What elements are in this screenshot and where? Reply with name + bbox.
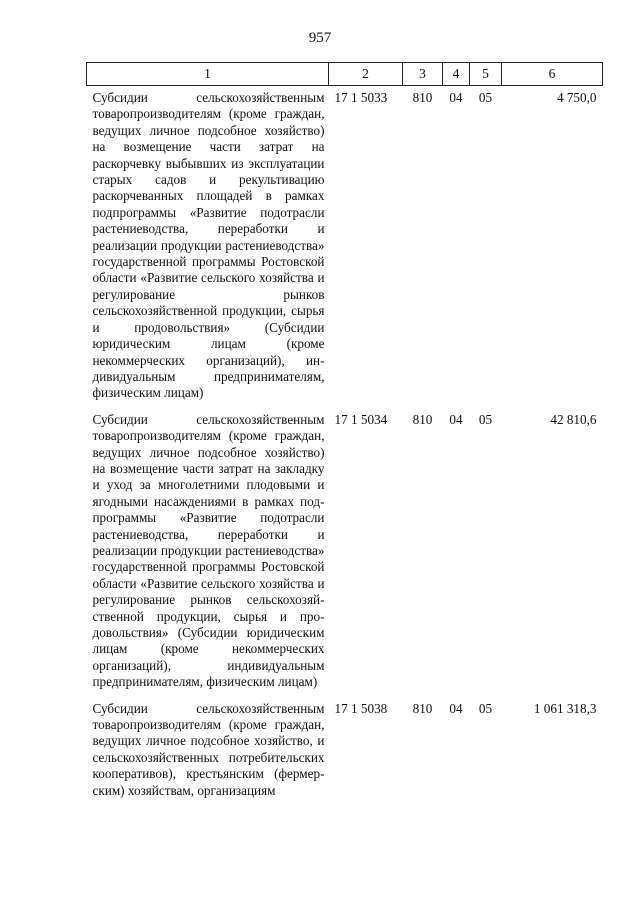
budget-table <box>86 62 603 805</box>
column-header-3: 3 <box>403 63 443 86</box>
row-section: 04 <box>449 411 463 427</box>
row-amount: 4 750,0 <box>556 90 597 105</box>
row-expense-type: 810 <box>412 700 433 716</box>
row-expense-type: 810 <box>412 411 433 427</box>
row-section: 04 <box>449 90 463 105</box>
table-row <box>87 86 603 408</box>
row-amount: 1 061 318,3 <box>533 700 597 716</box>
page-number: 957 <box>308 30 332 46</box>
row-description: Субсидии сельскохозяйственным товаропроизводителям (кроме граждан, ведущих личное подсобное хозяйство, и сельскохозяйственных потребительских кооперативов), крестьянским (фермерским) хозяйствам, организациям <box>92 700 325 798</box>
table-row <box>87 697 603 805</box>
column-header-5: 5 <box>470 63 502 86</box>
row-description: Субсидии сельскохозяйственным товаропроизводителям (кроме граждан, ведущих личное подсобное хозяйство) на возмещение части затрат на закладку и уход за многолетними плодовыми и ягодными насаждениями в рамках подпрограммы «Развитие подотрасли растениеводства, переработки и реализации продукции растениеводства» государственной программы Ростовской области «Развитие сельского хозяйства и регулирование рынков сельскохозяйственной продукции, сырья и продовольствия» (Субсидии юридическим лицам (кроме некоммерческих организаций), индивидуальным предпринимателям, физическим лицам) <box>92 411 325 690</box>
column-header-4: 4 <box>443 63 470 86</box>
row-subsection: 05 <box>478 90 493 105</box>
row-section: 04 <box>449 700 463 716</box>
column-header-2: 2 <box>329 63 403 86</box>
row-expense-type: 810 <box>412 90 433 105</box>
row-amount: 42 810,6 <box>550 411 597 427</box>
table-row <box>87 408 603 697</box>
table-header-row <box>87 63 603 86</box>
row-target-code: 17 1 5034 <box>334 411 388 427</box>
row-target-code: 17 1 5033 <box>334 90 388 105</box>
row-subsection: 05 <box>478 411 493 427</box>
column-header-1: 1 <box>87 63 329 86</box>
row-target-code: 17 1 5038 <box>334 700 388 716</box>
column-header-6: 6 <box>502 63 603 86</box>
row-description: Субсидии сельскохозяйственным товаропроизводителям (кроме граждан, ведущих личное подсобное хозяйство) на возмещение части затрат на раскорчевку выбывших из эксплуатации старых садов и рекультивацию раскорчеванных площадей в рамках подпрограммы «Развитие подотрасли растениеводства, переработки и реализации продукции растениеводства» государственной программы Ростовской области «Развитие сельского хозяйства и регулирование рынков сельскохозяйственной продукции, сырья и продовольствия» (Субсидии юридическим лицам (кроме некоммерческих организаций), индивидуальным предпринимателям, физическим лицам) <box>92 90 325 401</box>
row-subsection: 05 <box>478 700 493 716</box>
